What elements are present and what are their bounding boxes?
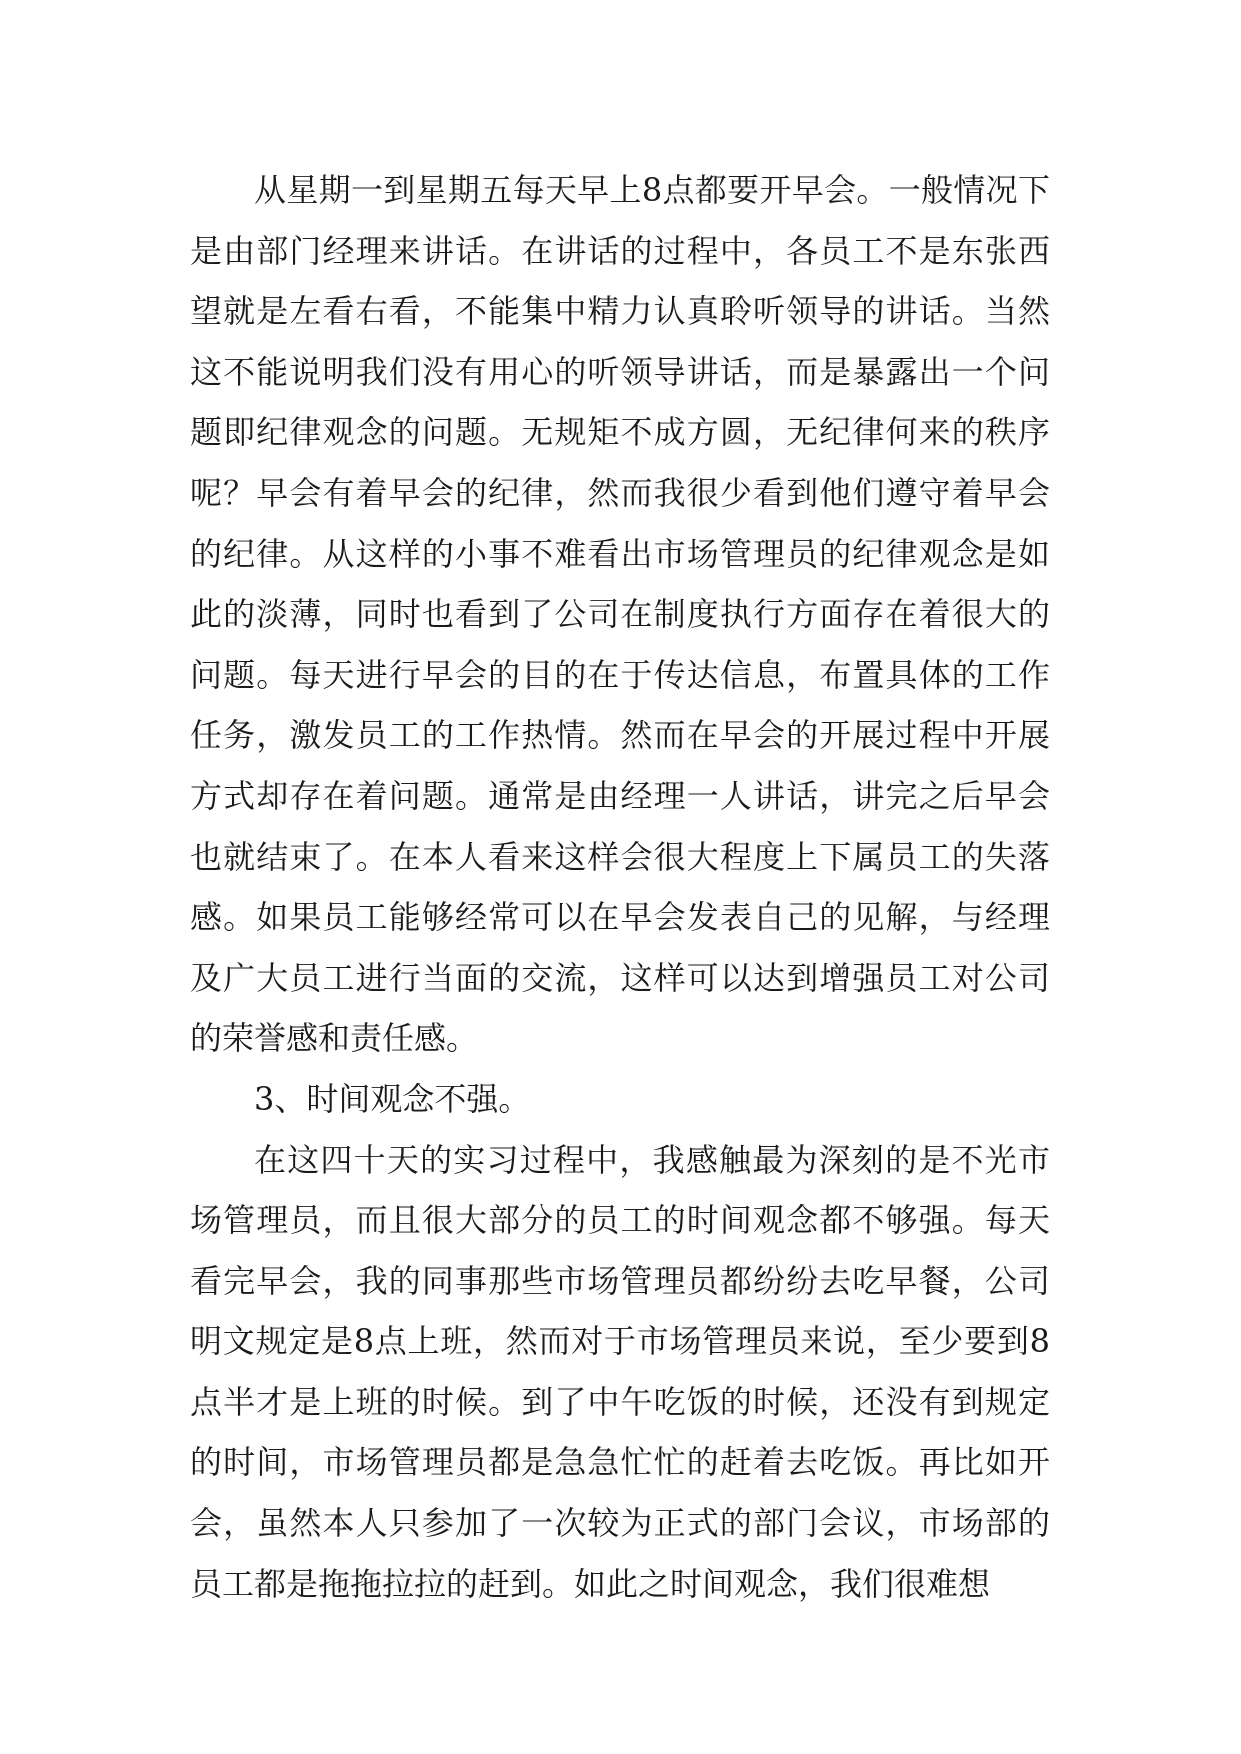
paragraph-morning-meeting: 从星期一到星期五每天早上8点都要开早会。一般情况下是由部门经理来讲话。在讲话的过程中，各员工不是东张西望就是左看右看，不能集中精力认真聆听领导的讲话。当然这不能说明我们没有用心的听领导讲话，而是暴露出一个问题即纪律观念的问题。无规矩不成方圆，无纪律何来的秩序呢？早会有着早会的纪律，然而我很少看到他们遵守着早会的纪律。从这样的小事不难看出市场管理员的纪律观念是如此的淡薄，同时也看到了公司在制度执行方面存在着很大的问题。每天进行早会的目的在于传达信息，布置具体的工作任务，激发员工的工作热情。然而在早会的开展过程中开展方式却存在着问题。通常是由经理一人讲话，讲完之后早会也就结束了。在本人看来这样会很大程度上下属员工的失落感。如果员工能够经常可以在早会发表自己的见解，与经理及广大员工进行当面的交流，这样可以达到增强员工对公司的荣誉感和责任感。 xyxy=(190,171,1050,1058)
section-heading-time-awareness: 3、时间观念不强。 xyxy=(254,1079,531,1118)
document-body xyxy=(190,160,1050,1614)
paragraph-internship-observation: 在这四十天的实习过程中，我感触最为深刻的是不光市场管理员，而且很大部分的员工的时间观念都不够强。每天看完早会，我的同事那些市场管理员都纷纷去吃早餐，公司明文规定是8点上班，然而对于市场管理员来说，至少要到8点半才是上班的时候。到了中午吃饭的时候，还没有到规定的时间，市场管理员都是急急忙忙的赶着去吃饭。再比如开会，虽然本人只参加了一次较为正式的部门会议，市场部的员工都是拖拖拉拉的赶到。如此之时间观念，我们很难想 xyxy=(190,1140,1050,1603)
